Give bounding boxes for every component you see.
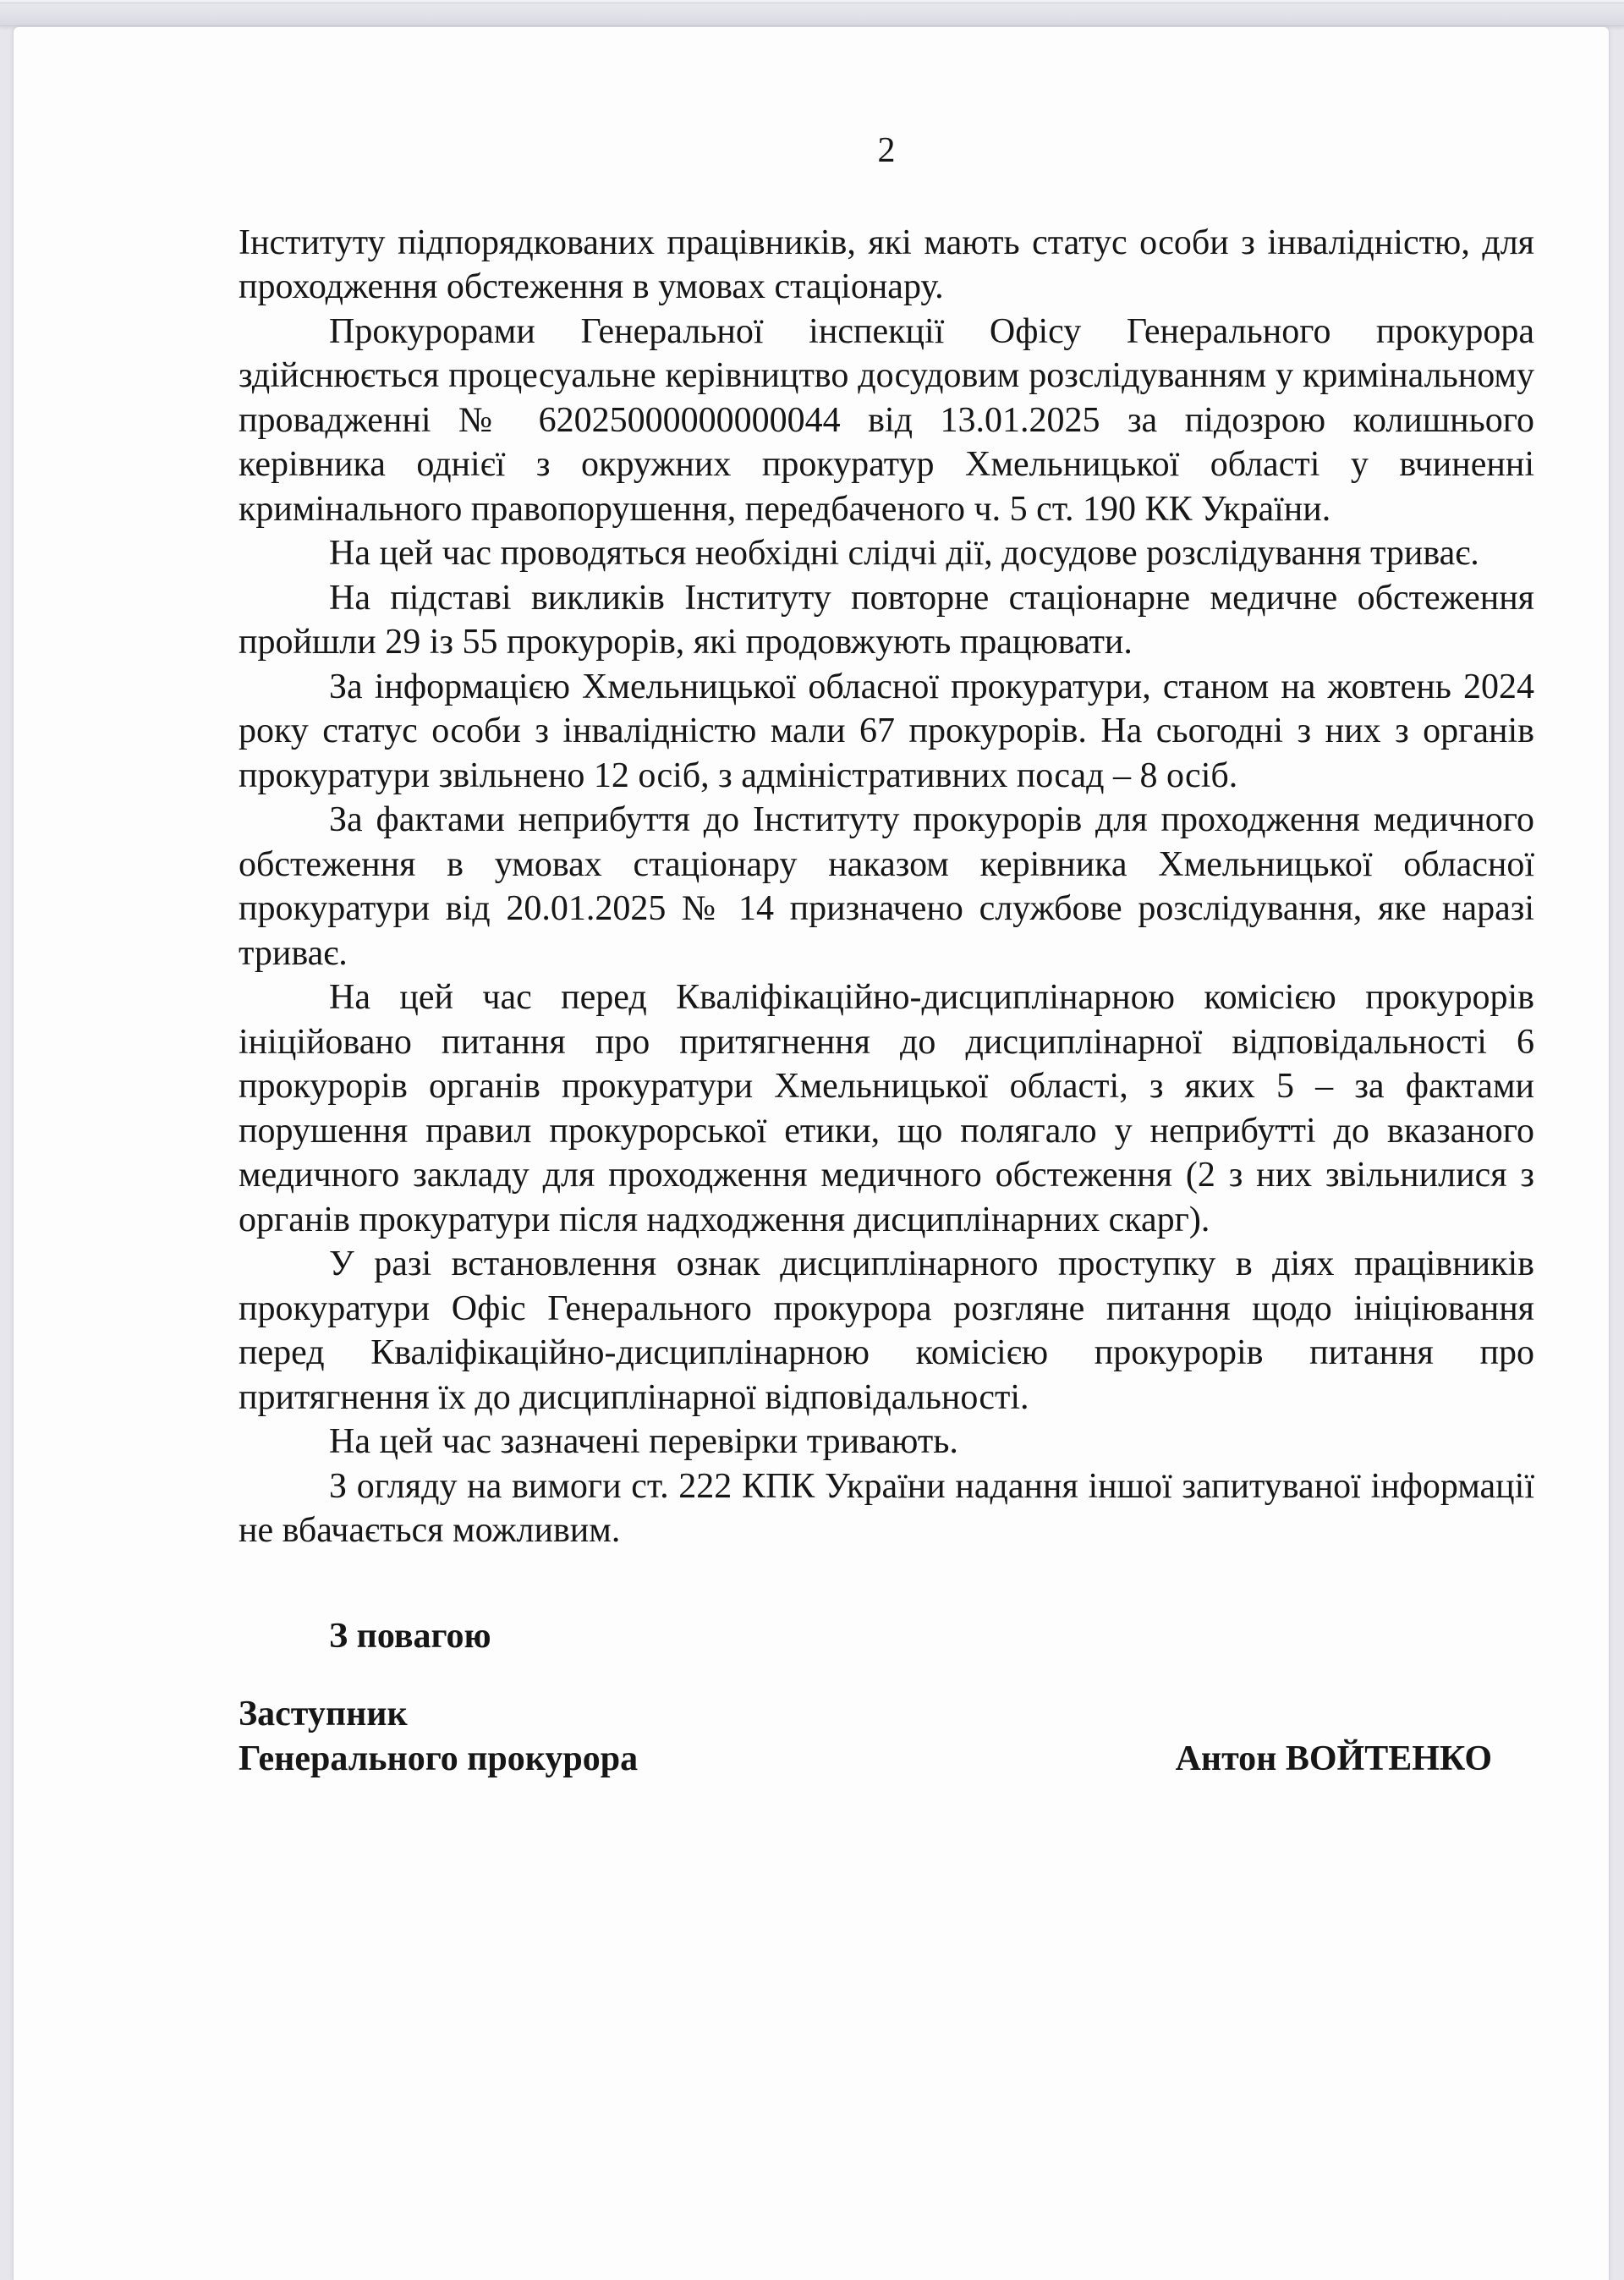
paragraph-5: За інформацією Хмельницької обласної прокуратури, станом на жовтень 2024 року статус особи з інвалідністю мали 67 прокурорів. На сьогодні з них з органів прокуратури звільнено 12 осіб, з адміністративних посад – 8 осіб. [239,667,1534,795]
paragraph-2: Прокурорами Генеральної інспекції Офісу Генерального прокурора здійснюється процесуальне керівництво досудовим розслідуванням у кримінальному провадженні № 62025000000000044 від 13.01.2025 за підозрою колишнього керівника однієї з окружних прокуратур Хмельницької області у вчиненні кримінального правопорушення, передбаченого ч. 5 ст. 190 КК України. [239,311,1534,529]
signature-closing: З повагою [329,1616,491,1656]
signature-title-line1: Заступник [239,1695,408,1733]
viewer-top-bar [0,0,1624,26]
paragraph-7: На цей час перед Кваліфікаційно-дисциплінарною комісією прокурорів ініційовано питання про притягнення до дисциплінарної відповідальності 6 прокурорів органів прокуратури Хмельницької області, з яких 5 – за фактами порушення правил прокурорської етики, що полягало у неприбутті до вказаного медичного закладу для проходження медичного обстеження (2 з них звільнилися з органів прокуратури після надходження дисциплінарних скарг). [239,978,1534,1239]
document-content [14,27,1609,1781]
signature-title-line2: Генерального прокурора [239,1739,639,1778]
paragraph-6: За фактами неприбуття до Інституту прокурорів для проходження медичного обстеження в умовах стаціонару наказом керівника Хмельницької обласної прокуратури від 20.01.2025 № 14 призначено службове розслідування, яке наразі триває. [239,800,1534,973]
document-page[interactable] [13,26,1610,2280]
paragraph-1: Інституту підпорядкованих працівників, які мають статус особи з інвалідністю, для проходження обстеження в умовах стаціонару. [239,223,1534,306]
paragraph-9: На цей час зазначені перевірки тривають. [329,1422,958,1461]
paragraph-3: На цей час проводяться необхідні слідчі дії, досудове розслідування триває. [329,534,1479,573]
paragraph-4: На підставі викликів Інституту повторне стаціонарне медичне обстеження пройшли 29 із 55 прокурорів, які продовжують працювати. [239,578,1534,662]
signature-name: Антон ВОЙТЕНКО [1175,1739,1492,1778]
paragraph-8: У разі встановлення ознак дисциплінарного проступку в діях працівників прокуратури Офіс Генерального прокурора розгляне питання щодо ініціювання перед Кваліфікаційно-дисциплінарною комісією прокурорів питання про притягнення їх до дисциплінарної відповідальності. [239,1244,1534,1417]
document-paragraphs [239,221,1534,1553]
signature-row [239,1737,1534,1782]
paragraph-10: З огляду на вимоги ст. 222 КПК України надання іншої запитуваної інформації не вбачається можливим. [239,1466,1534,1550]
page-number: 2 [877,131,896,170]
